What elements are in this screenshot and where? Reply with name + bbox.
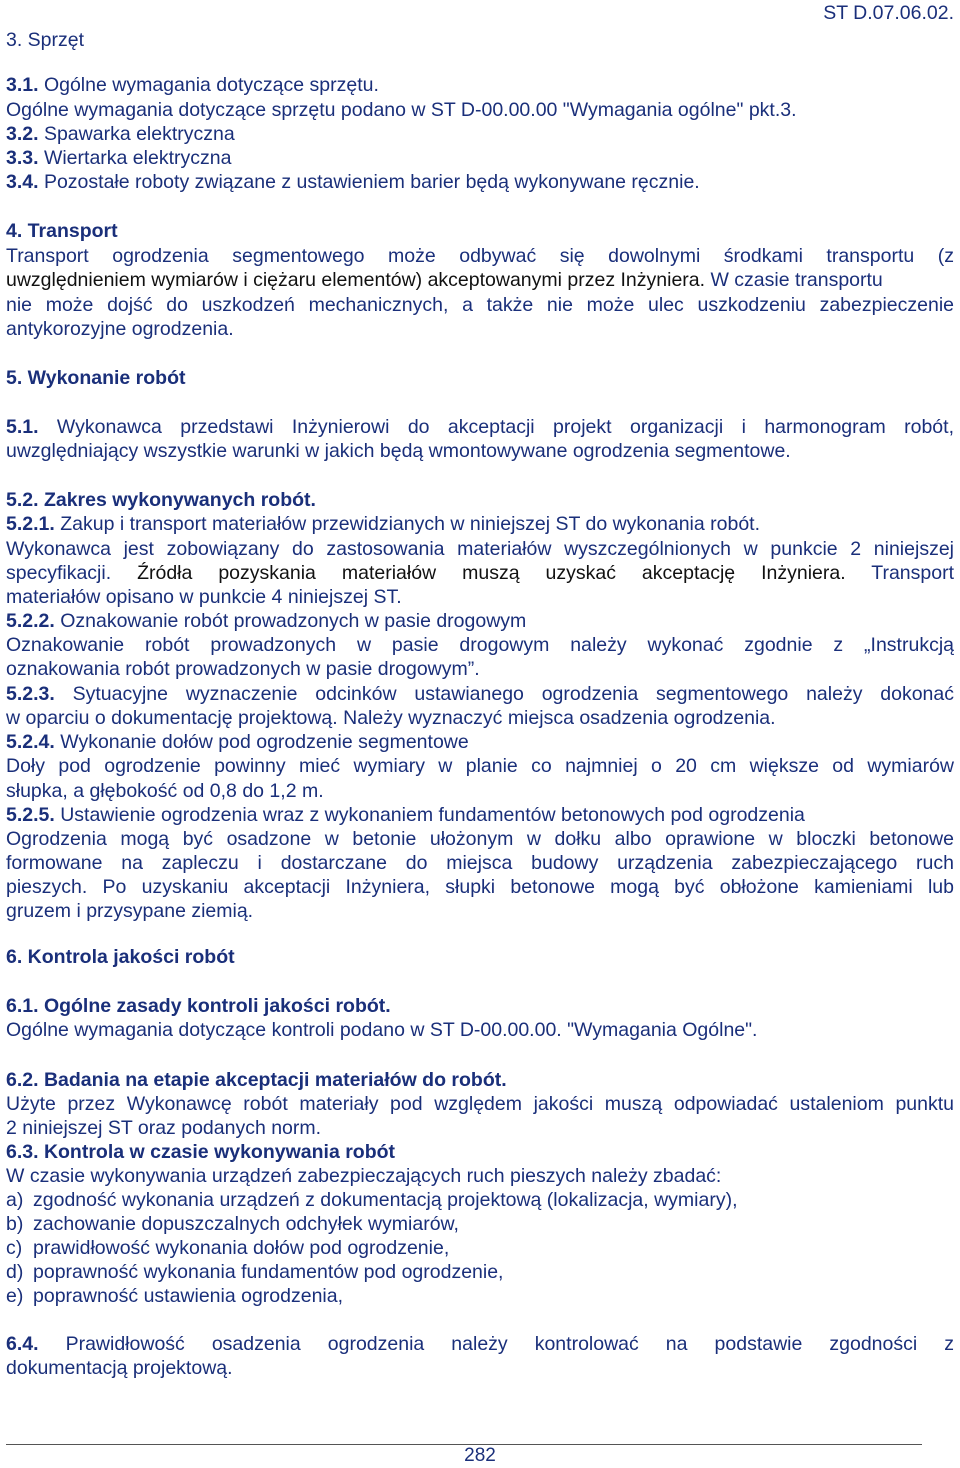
section-number: 5.2.5. bbox=[6, 804, 55, 826]
list-item bbox=[6, 1212, 459, 1236]
section-title: Pozostałe roboty związane z ustawieniem barier będą wykonywane ręcznie. bbox=[38, 171, 700, 193]
section-title: Ogólne wymagania dotyczące sprzętu. bbox=[38, 74, 379, 96]
section-5-2-heading: 5.2. Zakres wykonywanych robót. bbox=[6, 489, 316, 511]
text-segment: Sytuacyjne wyznaczenie odcinków ustawianego ogrodzenia segmentowego należy dokonać bbox=[54, 683, 954, 705]
section-5-2-4-line-2: słupka, a głębokość od 0,8 do 1,2 m. bbox=[6, 780, 324, 802]
section-number: 5.2.1. bbox=[6, 513, 55, 535]
list-text: prawidłowość wykonania dołów pod ogrodzenie, bbox=[33, 1237, 450, 1259]
section-5-heading: 5. Wykonanie robót bbox=[6, 367, 186, 389]
text-segment: Transport bbox=[845, 562, 954, 584]
section-title: Ustawienie ogrodzenia wraz z wykonaniem fundamentów betonowych pod ogrodzenia bbox=[54, 804, 805, 826]
section-4-line-1: Transport ogrodzenia segmentowego może odbywać się dowolnymi środkami transportu (z bbox=[6, 245, 954, 267]
list-text: zgodność wykonania urządzeń z dokumentacją projektową (lokalizacja, wymiary), bbox=[33, 1189, 738, 1211]
section-title: Spawarka elektryczna bbox=[38, 123, 235, 145]
section-6-1-text: Ogólne wymagania dotyczące kontroli podano w ST D-00.00.00. "Wymagania Ogólne". bbox=[6, 1019, 758, 1041]
page-number: 282 bbox=[464, 1445, 496, 1466]
text-segment: pieszych. bbox=[6, 876, 88, 898]
section-4-line-3: nie może dojść do uszkodzeń mechanicznych, a także nie może ulec uszkodzeniu zabezpieczenie bbox=[6, 294, 954, 316]
list-item bbox=[6, 1284, 343, 1308]
section-6-4-line-2: dokumentacją projektową. bbox=[6, 1357, 233, 1379]
section-5-2-5-heading bbox=[6, 803, 805, 827]
section-5-2-4-line-1: Doły pod ogrodzenie powinny mieć wymiary w planie co najmniej o 20 cm większe od wymiarów bbox=[6, 755, 954, 777]
section-6-4-line-1 bbox=[6, 1332, 954, 1356]
section-3-heading: 3. Sprzęt bbox=[6, 29, 85, 51]
section-number: 3.4. bbox=[6, 171, 39, 193]
text-segment: Prawidłowość osadzenia ogrodzenia należy kontrolować na podstawie zgodności z bbox=[38, 1333, 954, 1355]
section-3-3-heading bbox=[6, 146, 231, 170]
text-segment: W czasie transportu bbox=[705, 269, 883, 291]
section-5-1-line-2: uwzględniający wszystkie warunki w jakich będą wmontowywane ogrodzenia segmentowe. bbox=[6, 440, 791, 462]
section-number: 5.2.2. bbox=[6, 610, 55, 632]
section-5-2-5-line-1: Ogrodzenia mogą być osadzone w betonie ułożonym w dołku albo oprawione w bloczki betonowe bbox=[6, 828, 954, 850]
section-5-2-4-heading bbox=[6, 730, 469, 754]
section-5-2-1-line-3: materiałów opisano w punkcie 4 niniejszej ST. bbox=[6, 586, 402, 608]
section-title: Wiertarka elektryczna bbox=[38, 147, 232, 169]
section-4-line-2 bbox=[6, 268, 883, 292]
section-3-1-heading bbox=[6, 73, 379, 97]
section-6-heading: 6. Kontrola jakości robót bbox=[6, 946, 235, 968]
section-5-2-3-line-1 bbox=[6, 682, 954, 706]
section-5-2-5-line-4: gruzem i przysypane ziemią. bbox=[6, 900, 254, 922]
list-tag: a) bbox=[6, 1189, 24, 1211]
list-tag: d) bbox=[6, 1261, 24, 1283]
section-5-2-1-line-2 bbox=[6, 561, 954, 585]
section-number: 3.1. bbox=[6, 74, 39, 96]
list-tag: b) bbox=[6, 1213, 24, 1235]
section-number: 5.2.3. bbox=[6, 683, 55, 705]
section-5-2-3-line-2 bbox=[6, 706, 776, 730]
list-tag: e) bbox=[6, 1285, 24, 1307]
section-3-1-text: Ogólne wymagania dotyczące sprzętu podano w ST D-00.00.00 "Wymagania ogólne" pkt.3. bbox=[6, 99, 797, 121]
section-number: 3.2. bbox=[6, 123, 39, 145]
section-5-2-2-line-1: Oznakowanie robót prowadzonych w pasie drogowym należy wykonać zgodnie z „Instrukcją bbox=[6, 634, 954, 656]
section-5-1-line-1 bbox=[6, 415, 954, 439]
section-number: 5.2.4. bbox=[6, 731, 55, 753]
list-item bbox=[6, 1236, 449, 1260]
section-3-2-heading bbox=[6, 122, 235, 146]
text-segment: specyfikacji. bbox=[6, 562, 112, 584]
text-segment: Źródła pozyskania materiałów muszą uzyskać akceptację Inżyniera. bbox=[111, 562, 846, 584]
section-number: 6.4. bbox=[6, 1333, 39, 1355]
section-4-line-4: antykorozyjne ogrodzenia. bbox=[6, 318, 234, 340]
section-5-2-2-line-2: oznakowania robót prowadzonych w pasie drogowym”. bbox=[6, 658, 480, 680]
section-title: Wykonanie dołów pod ogrodzenie segmentowe bbox=[54, 731, 469, 753]
section-number: 3.3. bbox=[6, 147, 39, 169]
section-6-2-heading: 6.2. Badania na etapie akceptacji materiałów do robót. bbox=[6, 1069, 507, 1091]
section-6-2-line-1: Użyte przez Wykonawcę robót materiały pod względem jakości muszą odpowiadać ustaleniom punktu bbox=[6, 1093, 954, 1115]
section-4-heading: 4. Transport bbox=[6, 220, 118, 242]
text-segment: Wykonawca przedstawi Inżynierowi do akceptacji projekt organizacji i harmonogram robót, bbox=[38, 416, 954, 438]
section-5-2-1-line-1: Wykonawca jest zobowiązany do zastosowania materiałów wyszczególnionych w punkcie 2 niniejszej bbox=[6, 538, 954, 560]
section-5-2-1-heading bbox=[6, 512, 760, 536]
list-text: zachowanie dopuszczalnych odchyłek wymiarów, bbox=[33, 1213, 459, 1235]
section-title: Zakup i transport materiałów przewidzianych w niniejszej ST do wykonania robót. bbox=[54, 513, 761, 535]
section-number: 5.1. bbox=[6, 416, 39, 438]
section-6-3-intro: W czasie wykonywania urządzeń zabezpieczających ruch pieszych należy zbadać: bbox=[6, 1165, 722, 1187]
list-tag: c) bbox=[6, 1237, 23, 1259]
document-code: ST D.07.06.02. bbox=[823, 2, 954, 24]
text-segment: Po uzyskaniu akceptacji Inżyniera, słupki betonowe mogą być obłożone kamieniami lub bbox=[87, 876, 954, 898]
section-5-2-5-line-3 bbox=[6, 875, 954, 899]
section-3-4-heading bbox=[6, 170, 700, 194]
section-6-3-heading: 6.3. Kontrola w czasie wykonywania robót bbox=[6, 1141, 396, 1163]
section-5-2-5-line-2: formowane na zapleczu i dostarczane do miejsca budowy urządzenia zabezpieczającego ruch bbox=[6, 852, 954, 874]
text-segment: uwzględnieniem wymiarów i ciężaru elementów) akceptowanymi przez Inżyniera. bbox=[6, 269, 706, 291]
text-segment: w oparciu o dokumentację projektową. bbox=[6, 707, 338, 729]
list-text: poprawność wykonania fundamentów pod ogrodzenie, bbox=[33, 1261, 504, 1283]
text-segment: Należy wyznaczyć miejsca osadzenia ogrodzenia. bbox=[337, 707, 776, 729]
section-5-2-2-heading bbox=[6, 609, 526, 633]
section-6-2-line-2: 2 niniejszej ST oraz podanych norm. bbox=[6, 1117, 322, 1139]
section-6-1-heading: 6.1. Ogólne zasady kontroli jakości robót. bbox=[6, 995, 391, 1017]
list-item bbox=[6, 1188, 738, 1212]
list-item bbox=[6, 1260, 503, 1284]
section-title: Oznakowanie robót prowadzonych w pasie drogowym bbox=[54, 610, 527, 632]
list-text: poprawność ustawienia ogrodzenia, bbox=[33, 1285, 344, 1307]
